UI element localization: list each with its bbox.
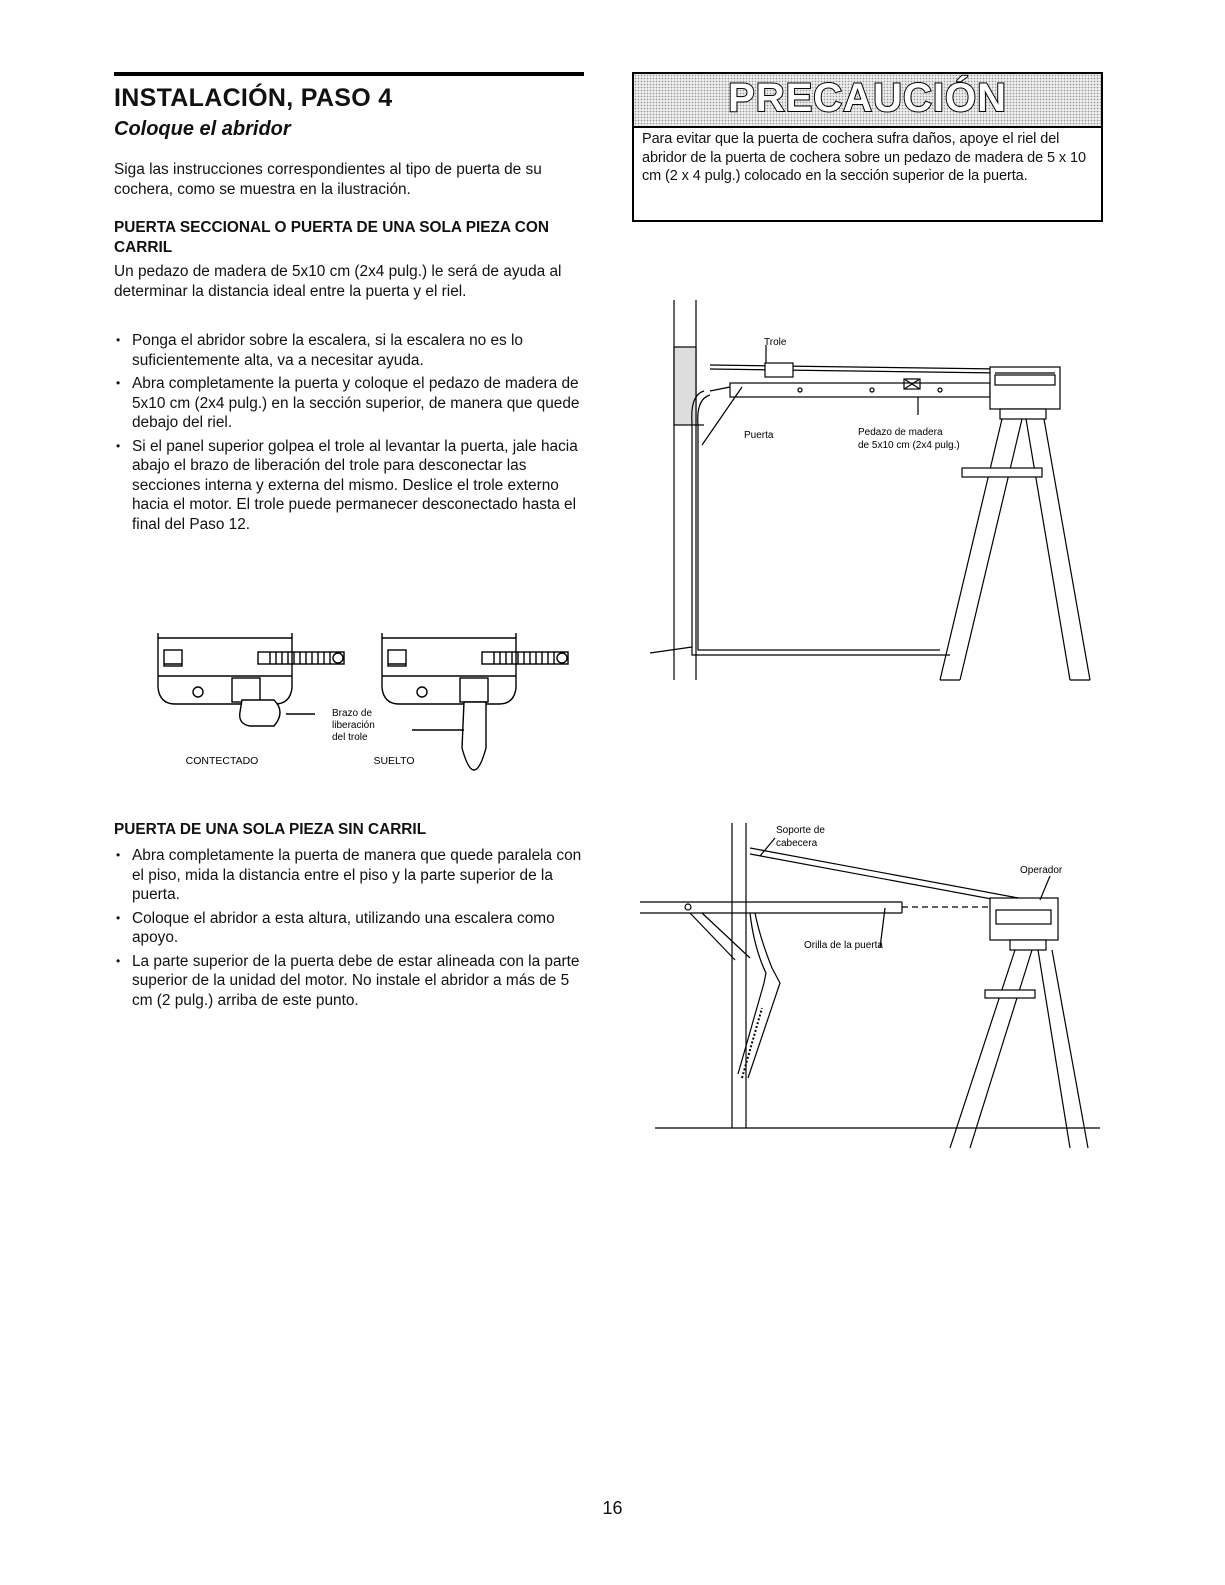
label-wood-1: Pedazo de madera bbox=[858, 427, 943, 438]
trolley-release-illustration bbox=[150, 630, 580, 780]
page-subtitle: Coloque el abridor bbox=[114, 118, 291, 140]
release-arm-label-1: Brazo de bbox=[332, 708, 373, 719]
caution-title: PRECAUCIÓN bbox=[728, 76, 1007, 120]
section2-heading: PUERTA DE UNA SOLA PIEZA SIN CARRIL bbox=[114, 821, 427, 838]
list-item: • La parte superior de la puerta debe de estar alineada con la parte superior de la unidad del motor. No instale el abridor a más de 5 cm (2 pulg.) arriba de este punto. bbox=[114, 952, 584, 1011]
label-trole: Trole bbox=[764, 337, 787, 348]
intro-paragraph: Siga las instrucciones correspondientes al tipo de puerta de su cochera, como se muestra en la ilustración. bbox=[114, 161, 542, 198]
section1-heading: PUERTA SECCIONAL O PUERTA DE UNA SOLA PIEZA CON CARRIL bbox=[114, 219, 549, 256]
list-item: • Abra completamente la puerta y coloque el pedazo de madera de 5x10 cm (2x4 pulg.) en la sección superior, de manera que quede debajo del riel. bbox=[114, 374, 584, 433]
caution-header bbox=[634, 74, 1101, 128]
section2-bullet-list bbox=[114, 846, 584, 1014]
caution-text: Para evitar que la puerta de cochera sufra daños, apoye el riel del abridor de la puerta de cochera sobre un pedazo de madera de 5 x 10 cm (2 x 4 pulg.) colocado en la sección superior de la puerta. bbox=[642, 131, 1086, 184]
list-item: • Abra completamente la puerta de manera que quede paralela con el piso, mida la distancia entre el piso y la parte superior de la puerta. bbox=[114, 846, 584, 905]
label-header-2: cabecera bbox=[776, 838, 818, 849]
label-operator: Operador bbox=[1020, 865, 1063, 876]
label-wood-2: de 5x10 cm (2x4 pulg.) bbox=[858, 440, 960, 451]
list-item: • Ponga el abridor sobre la escalera, si la escalera no es lo suficientemente alta, va a necesitar ayuda. bbox=[114, 331, 584, 370]
header-rule bbox=[114, 72, 584, 76]
list-item: • Coloque el abridor a esta altura, utilizando una escalera como apoyo. bbox=[114, 909, 584, 948]
label-header-1: Soporte de bbox=[776, 825, 825, 836]
section1-bullet-list bbox=[114, 331, 584, 538]
release-arm-label-3: del trole bbox=[332, 732, 368, 743]
section1-paragraph: Un pedazo de madera de 5x10 cm (2x4 pulg.) le será de ayuda al determinar la distancia ideal entre la puerta y el riel. bbox=[114, 263, 562, 300]
label-connected: CONTECTADO bbox=[185, 755, 259, 767]
caution-box bbox=[632, 72, 1103, 222]
list-item: • Si el panel superior golpea el trole al levantar la puerta, jale hacia abajo el brazo de liberación del trole para desconectar las secciones interna y externa del mismo. Deslice el trole externo hacia el motor. El trole puede permanecer desconectado hasta el final del Paso 12. bbox=[114, 437, 584, 535]
label-puerta: Puerta bbox=[744, 430, 774, 441]
trolley-loose-drawing bbox=[382, 633, 568, 770]
one-piece-door-illustration bbox=[640, 818, 1100, 1158]
page-number: 16 bbox=[602, 1498, 623, 1518]
page-title: INSTALACIÓN, PASO 4 bbox=[114, 84, 393, 112]
release-arm-label-2: liberación bbox=[332, 720, 375, 731]
sectional-door-illustration bbox=[650, 295, 1100, 690]
trolley-connected-drawing bbox=[158, 633, 344, 726]
label-door-edge: Orilla de la puerta bbox=[804, 940, 883, 951]
label-loose: SUELTO bbox=[373, 755, 415, 767]
